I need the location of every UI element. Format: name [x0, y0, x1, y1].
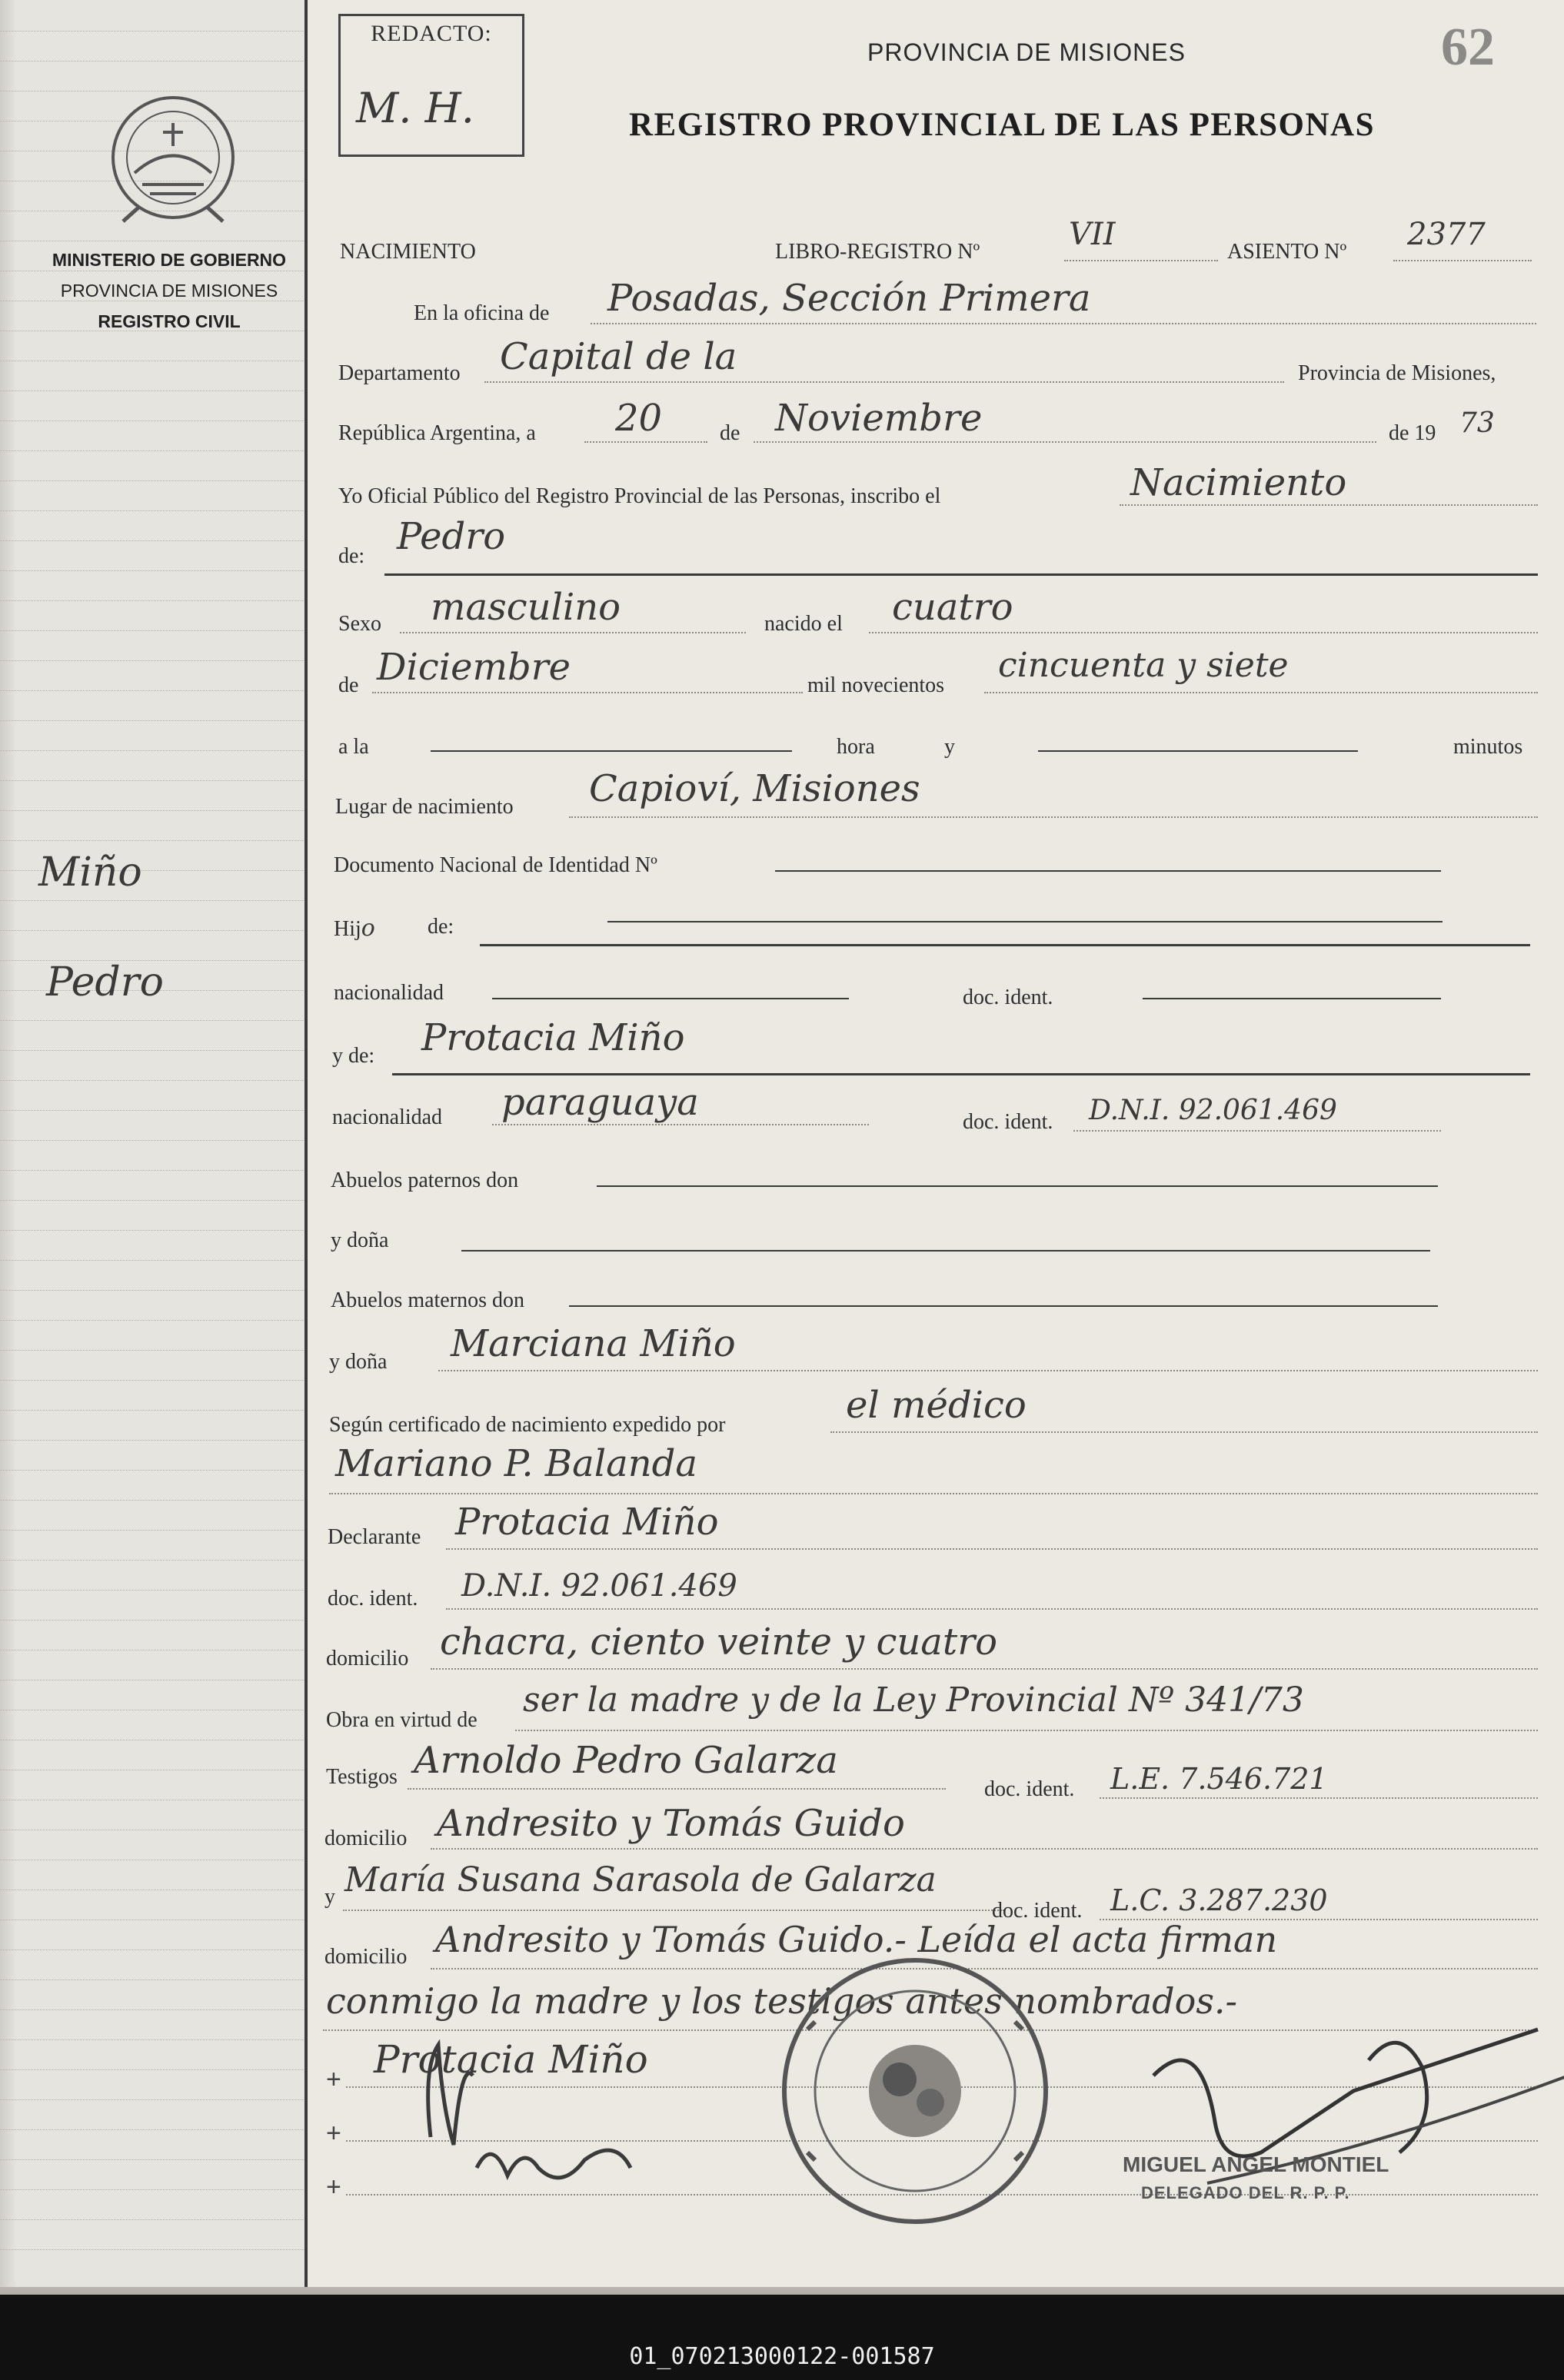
de-label: de [720, 421, 740, 445]
margin-rule-line [0, 900, 304, 901]
margin-rule-line [0, 1979, 304, 1980]
testigos-label: Testigos [326, 1765, 398, 1789]
domicilio3-label: domicilio [324, 1945, 408, 1969]
margin-rule-line [0, 810, 304, 811]
margin-rule-line [0, 1260, 304, 1261]
declarante-label: Declarante [328, 1525, 421, 1549]
hijo-prefix: Hij [334, 917, 361, 941]
margin-rule-line [0, 1230, 304, 1231]
margin-rule-line [0, 31, 304, 32]
header-province: PROVINCIA DE MISIONES [867, 38, 1186, 66]
hijo-suffix: o [361, 915, 375, 942]
official-name: MIGUEL ANGEL MONTIEL [1123, 2152, 1389, 2176]
oficina-label: En la oficina de [414, 301, 550, 325]
birth-year-value: cincuenta y siete [998, 646, 1289, 685]
docident2-value: D.N.I. 92.061.469 [1089, 1095, 1337, 1126]
margin-rule-line [0, 1560, 304, 1561]
margin-rule-line [0, 2249, 304, 2250]
docident-label: doc. ident. [963, 986, 1053, 1009]
segun-label: Según certificado de nacimiento expedido por [329, 1413, 726, 1437]
closing-value: conmigo la madre y los testigos antes nombrados.- [326, 1980, 1238, 2022]
testigo1-value: Arnoldo Pedro Galarza [414, 1739, 838, 1782]
margin-rule-line [0, 2099, 304, 2100]
margin-rule-line [0, 840, 304, 841]
docident4-value: L.E. 7.546.721 [1110, 1762, 1328, 1796]
libro-value: VII [1069, 217, 1116, 252]
domicilio3-value: Andresito y Tomás Guido.- Leída el acta firman [435, 1919, 1278, 1960]
left-margin [0, 0, 308, 2295]
nacionalidad-label: nacionalidad [334, 981, 444, 1005]
docident3-label: doc. ident. [328, 1587, 418, 1610]
testigo2-value: María Susana Sarasola de Galarza [344, 1860, 937, 1900]
signature-marker: + [326, 2172, 341, 2202]
nacido-label: nacido el [764, 612, 843, 636]
departamento-value: Capital de la [500, 335, 737, 378]
province-seal-icon [108, 92, 238, 223]
docident2-label: doc. ident. [963, 1110, 1053, 1134]
margin-rule-line [0, 1290, 304, 1291]
margin-rule-line [0, 780, 304, 781]
margin-rule-line [0, 450, 304, 451]
domicilio2-label: domicilio [324, 1827, 408, 1850]
ydona-label: y doña [331, 1228, 389, 1252]
binding-shadow [0, 0, 17, 2295]
inscribo-value: Nacimiento [1130, 461, 1347, 504]
oficial-label: Yo Oficial Público del Registro Provincial de las Personas, inscribo el [338, 484, 941, 508]
margin-rule-line [0, 720, 304, 721]
nacionalidad2-label: nacionalidad [332, 1105, 443, 1129]
margin-rule-line [0, 1470, 304, 1471]
mil-label: mil novecientos [807, 673, 945, 697]
name-label: de: [338, 544, 365, 568]
margin-rule-line [0, 1380, 304, 1381]
hijo-label [334, 915, 375, 942]
y-label: y [944, 735, 955, 759]
sexo-value: masculino [431, 586, 621, 629]
margin-rule-line [0, 1500, 304, 1501]
margin-rule-line [0, 2159, 304, 2160]
docident5-value: L.C. 3.287.230 [1110, 1883, 1328, 1917]
margin-rule-line [0, 540, 304, 541]
margin-rule-line [0, 420, 304, 421]
docident4-label: doc. ident. [984, 1777, 1075, 1801]
obra-label: Obra en virtud de [326, 1708, 478, 1732]
lugar-value: Capioví, Misiones [589, 767, 920, 810]
mother-value: Protacia Miño [421, 1016, 685, 1059]
obra-value: ser la madre y de la Ley Provincial Nº 341/73 [523, 1680, 1304, 1720]
margin-rule-line [0, 510, 304, 511]
lugar-label: Lugar de nacimiento [335, 795, 514, 819]
margin-rule-line [0, 2219, 304, 2220]
de19-label: de 19 [1389, 421, 1436, 445]
birth-month-value: Diciembre [377, 646, 571, 689]
redacto-box [338, 14, 524, 157]
margin-rule-line [0, 1020, 304, 1021]
year-value: 73 [1459, 407, 1495, 439]
margin-rule-line [0, 1350, 304, 1351]
margin-rule-line [0, 1050, 304, 1051]
hora-label: hora [837, 735, 875, 759]
nacido-value: cuatro [892, 586, 1013, 629]
mother-signature: Protacia Miño [374, 2037, 648, 2082]
registry-title: REGISTRO PROVINCIAL DE LAS PERSONAS [629, 107, 1376, 143]
margin-rule-line [0, 1410, 304, 1411]
margin-rule-line [0, 570, 304, 571]
signature-marker: + [326, 2119, 341, 2148]
margin-rule-line [0, 1440, 304, 1441]
ministry-province: PROVINCIA DE MISIONES [60, 281, 278, 301]
margin-note-surname: Miño [38, 849, 142, 896]
official-stamp-icon [769, 1945, 1061, 2237]
declarante-value: Protacia Miño [455, 1501, 719, 1544]
filename-label: 01_070213000122-001587 [629, 2343, 935, 2370]
margin-rule-line [0, 930, 304, 931]
yde-label: y de: [332, 1044, 375, 1068]
margin-divider [304, 0, 308, 2295]
ministry-title: MINISTERIO DE GOBIERNO [52, 250, 287, 270]
abuelos-paternos-label: Abuelos paternos don [331, 1168, 519, 1192]
margin-rule-line [0, 630, 304, 631]
segun-value: el médico [846, 1384, 1027, 1427]
redacto-label: REDACTO: [371, 21, 492, 46]
margin-rule-line [0, 1200, 304, 1201]
domicilio-value: chacra, ciento veinte y cuatro [440, 1620, 998, 1664]
ministry-block [31, 244, 308, 337]
republica-label: República Argentina, a [338, 421, 536, 445]
margin-rule-line [0, 2039, 304, 2040]
doctor-value: Mariano P. Balanda [335, 1442, 697, 1485]
ministry-registry: REGISTRO CIVIL [98, 311, 241, 331]
nacionalidad2-value: paraguaya [501, 1081, 699, 1124]
sexo-label: Sexo [338, 612, 381, 636]
margin-rule-line [0, 1110, 304, 1111]
signature-marker: + [326, 2065, 341, 2094]
redacto-value: M. H. [356, 84, 474, 132]
margin-rule-line [0, 2129, 304, 2130]
margin-rule-line [0, 1530, 304, 1531]
margin-rule-line [0, 1590, 304, 1591]
month-value: Noviembre [775, 397, 983, 440]
asiento-label: ASIENTO Nº [1227, 240, 1347, 264]
margin-rule-line [0, 1320, 304, 1321]
oficina-value: Posadas, Sección Primera [607, 277, 1091, 320]
margin-rule-line [0, 1170, 304, 1171]
day-value: 20 [615, 397, 663, 440]
domicilio-label: domicilio [326, 1647, 409, 1670]
margin-note-given: Pedro [46, 959, 164, 1006]
margin-rule-line [0, 2189, 304, 2190]
dni-label: Documento Nacional de Identidad Nº [334, 853, 657, 877]
y2-label: y [324, 1885, 335, 1909]
margin-rule-line [0, 600, 304, 601]
docident3-value: D.N.I. 92.061.469 [461, 1568, 737, 1604]
name-value: Pedro [397, 515, 506, 558]
provincia-label: Provincia de Misiones, [1298, 361, 1496, 385]
hijo-de-label: de: [428, 915, 454, 939]
ala-label: a la [338, 735, 369, 759]
domicilio2-value: Andresito y Tomás Guido [437, 1802, 905, 1845]
ydona2-value: Marciana Miño [451, 1322, 736, 1365]
margin-rule-line [0, 2069, 304, 2070]
de2-label: de [338, 673, 359, 697]
margin-rule-line [0, 690, 304, 691]
minutos-label: minutos [1453, 735, 1523, 759]
departamento-label: Departamento [338, 361, 461, 385]
margin-rule-line [0, 2009, 304, 2010]
docident5-label: doc. ident. [992, 1899, 1083, 1923]
margin-rule-line [0, 480, 304, 481]
libro-label: LIBRO-REGISTRO Nº [775, 240, 980, 264]
official-title: DELEGADO DEL R. P. P. [1141, 2183, 1350, 2202]
asiento-value: 2377 [1407, 217, 1486, 252]
margin-rule-line [0, 1080, 304, 1081]
ydona2-label: y doña [329, 1350, 388, 1374]
page-number: 62 [1441, 18, 1495, 77]
record-type: NACIMIENTO [340, 240, 476, 264]
margin-rule-line [0, 750, 304, 751]
margin-rule-line [0, 660, 304, 661]
abuelos-maternos-label: Abuelos maternos don [331, 1288, 524, 1312]
margin-rule-line [0, 1140, 304, 1141]
